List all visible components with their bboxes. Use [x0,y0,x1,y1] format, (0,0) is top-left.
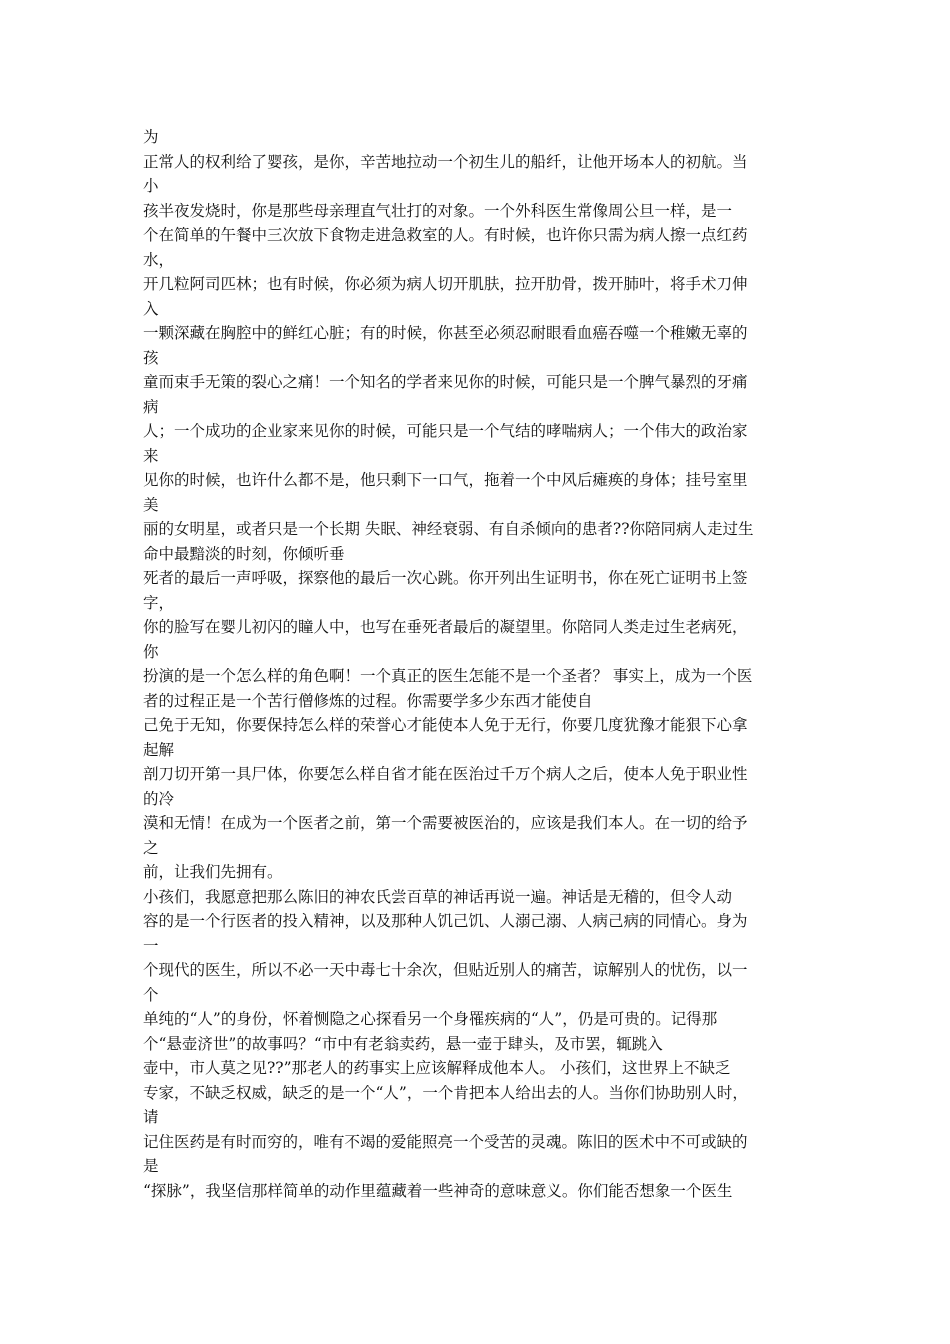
text-line: 你的脸写在婴儿初闪的瞳人中，也写在垂死者最后的凝望里。你陪同人类走过生老病死， [143,618,748,636]
text-line: 入 [143,299,159,318]
text-line: 小 [143,177,159,195]
text-line: 记住医药是有时而穷的，唯有不竭的爱能照亮一个受苦的灵魂。陈旧的医术中不可或缺的 [143,1132,748,1151]
text-line: 来 [143,446,159,465]
text-line: 为 [143,128,159,146]
text-line: 正常人的权利给了婴孩，是你，辛苦地拉动一个初生儿的船纤，让他开场本人的初航。当 [143,152,748,171]
text-line: 前，让我们先拥有。 [143,863,283,881]
text-line: 容的是一个行医者的投入精神，以及那种人饥己饥、人溺己溺、人病己病的同情心。身为 [143,912,748,930]
text-line: 起解 [143,740,175,759]
text-line: 病 [143,397,159,416]
text-line: 人；一个成功的企业家来见你的时候，可能只是一个气结的哮喘病人；一个伟大的政治家 [143,422,748,440]
text-line: 个 [143,985,159,1004]
text-line: 死者的最后一声呼吸，探察他的最后一次心跳。你开列出生证明书，你在死亡证明书上签 [143,569,748,587]
text-line: 个现代的医生，所以不必一天中毒七十余次，但贴近别人的痛苦，谅解别人的忧伤，以一 [143,961,748,979]
text-line: 请 [143,1108,159,1126]
text-line: “探脉”，我坚信那样简单的动作里蕴藏着一些神奇的意味意义。你们能否想象一个医生 [143,1181,733,1200]
text-line: 字， [143,593,175,612]
text-line: 单纯的“人”的身份，怀着恻隐之心探看另一个身罹疾病的“人”，仍是可贵的。记得那 [143,1010,718,1028]
text-line: 剖刀切开第一具尸体，你要怎么样自省才能在医治过千万个病人之后，使本人免于职业性 [143,765,748,783]
text-line: 个在简单的午餐中三次放下食物走进急救室的人。有时候，也许你只需为病人擦一点红药 [143,226,748,244]
text-line: 专家，不缺乏权威，缺乏的是一个“人”，一个肯把本人给出去的人。当你们协助别人时， [143,1083,748,1102]
text-line: 开几粒阿司匹林；也有时候，你必须为病人切开肌肤，拉开肋骨，拨开肺叶，将手术刀伸 [143,275,748,293]
text-line: 美 [143,495,159,514]
text-line: 一颗深藏在胸腔中的鲜红心脏；有的时候，你甚至必须忍耐眼看血癌吞噬一个稚嫩无辜的 [143,324,748,342]
document-body [143,125,823,1203]
text-line: 小孩们，我愿意把那么陈旧的神农氏尝百草的神话再说一遍。神话是无稽的，但令人动 [143,887,733,906]
text-line: 孩半夜发烧时，你是那些母亲理直气壮打的对象。一个外科医生常像周公旦一样，是一 [143,201,733,220]
text-line: 见你的时候，也许什么都不是，他只剩下一口气，拖着一个中风后瘫痪的身体；挂号室里 [143,471,748,489]
text-line: 一 [143,936,159,955]
text-line: 个“悬壶济世”的故事吗？“市中有老翁卖药，悬一壶于肆头，及市罢，辄跳入 [143,1034,663,1053]
text-line: 己免于无知，你要保持怎么样的荣誉心才能使本人免于无行，你要几度犹豫才能狠下心拿 [143,716,748,734]
text-line: 童而束手无策的裂心之痛！一个知名的学者来见你的时候，可能只是一个脾气暴烈的牙痛 [143,373,748,391]
text-line: 者的过程正是一个苦行僧修炼的过程。你需要学多少东西才能使自 [143,691,593,710]
text-line: 是 [143,1157,159,1175]
text-line: 孩 [143,348,159,367]
text-line: 扮演的是一个怎么样的角色啊！一个真正的医生怎能不是一个圣者？ 事实上，成为一个医 [143,667,753,685]
text-line: 你 [143,642,159,661]
text-line: 的冷 [143,789,175,808]
text-line: 水， [143,250,175,269]
text-line: 漠和无情！在成为一个医者之前，第一个需要被医治的，应该是我们本人。在一切的给予 [143,814,748,832]
text-line: 之 [143,838,159,857]
text-line: 命中最黯淡的时刻，你倾听垂 [143,544,345,563]
text-line: 丽的女明星，或者只是一个长期 失眠、神经衰弱、有自杀倾向的患者??你陪同病人走过生 [143,520,754,538]
text-line: 壶中，市人莫之见??”那老人的药事实上应该解释成他本人。 小孩们，这世界上不缺乏 [143,1059,731,1077]
